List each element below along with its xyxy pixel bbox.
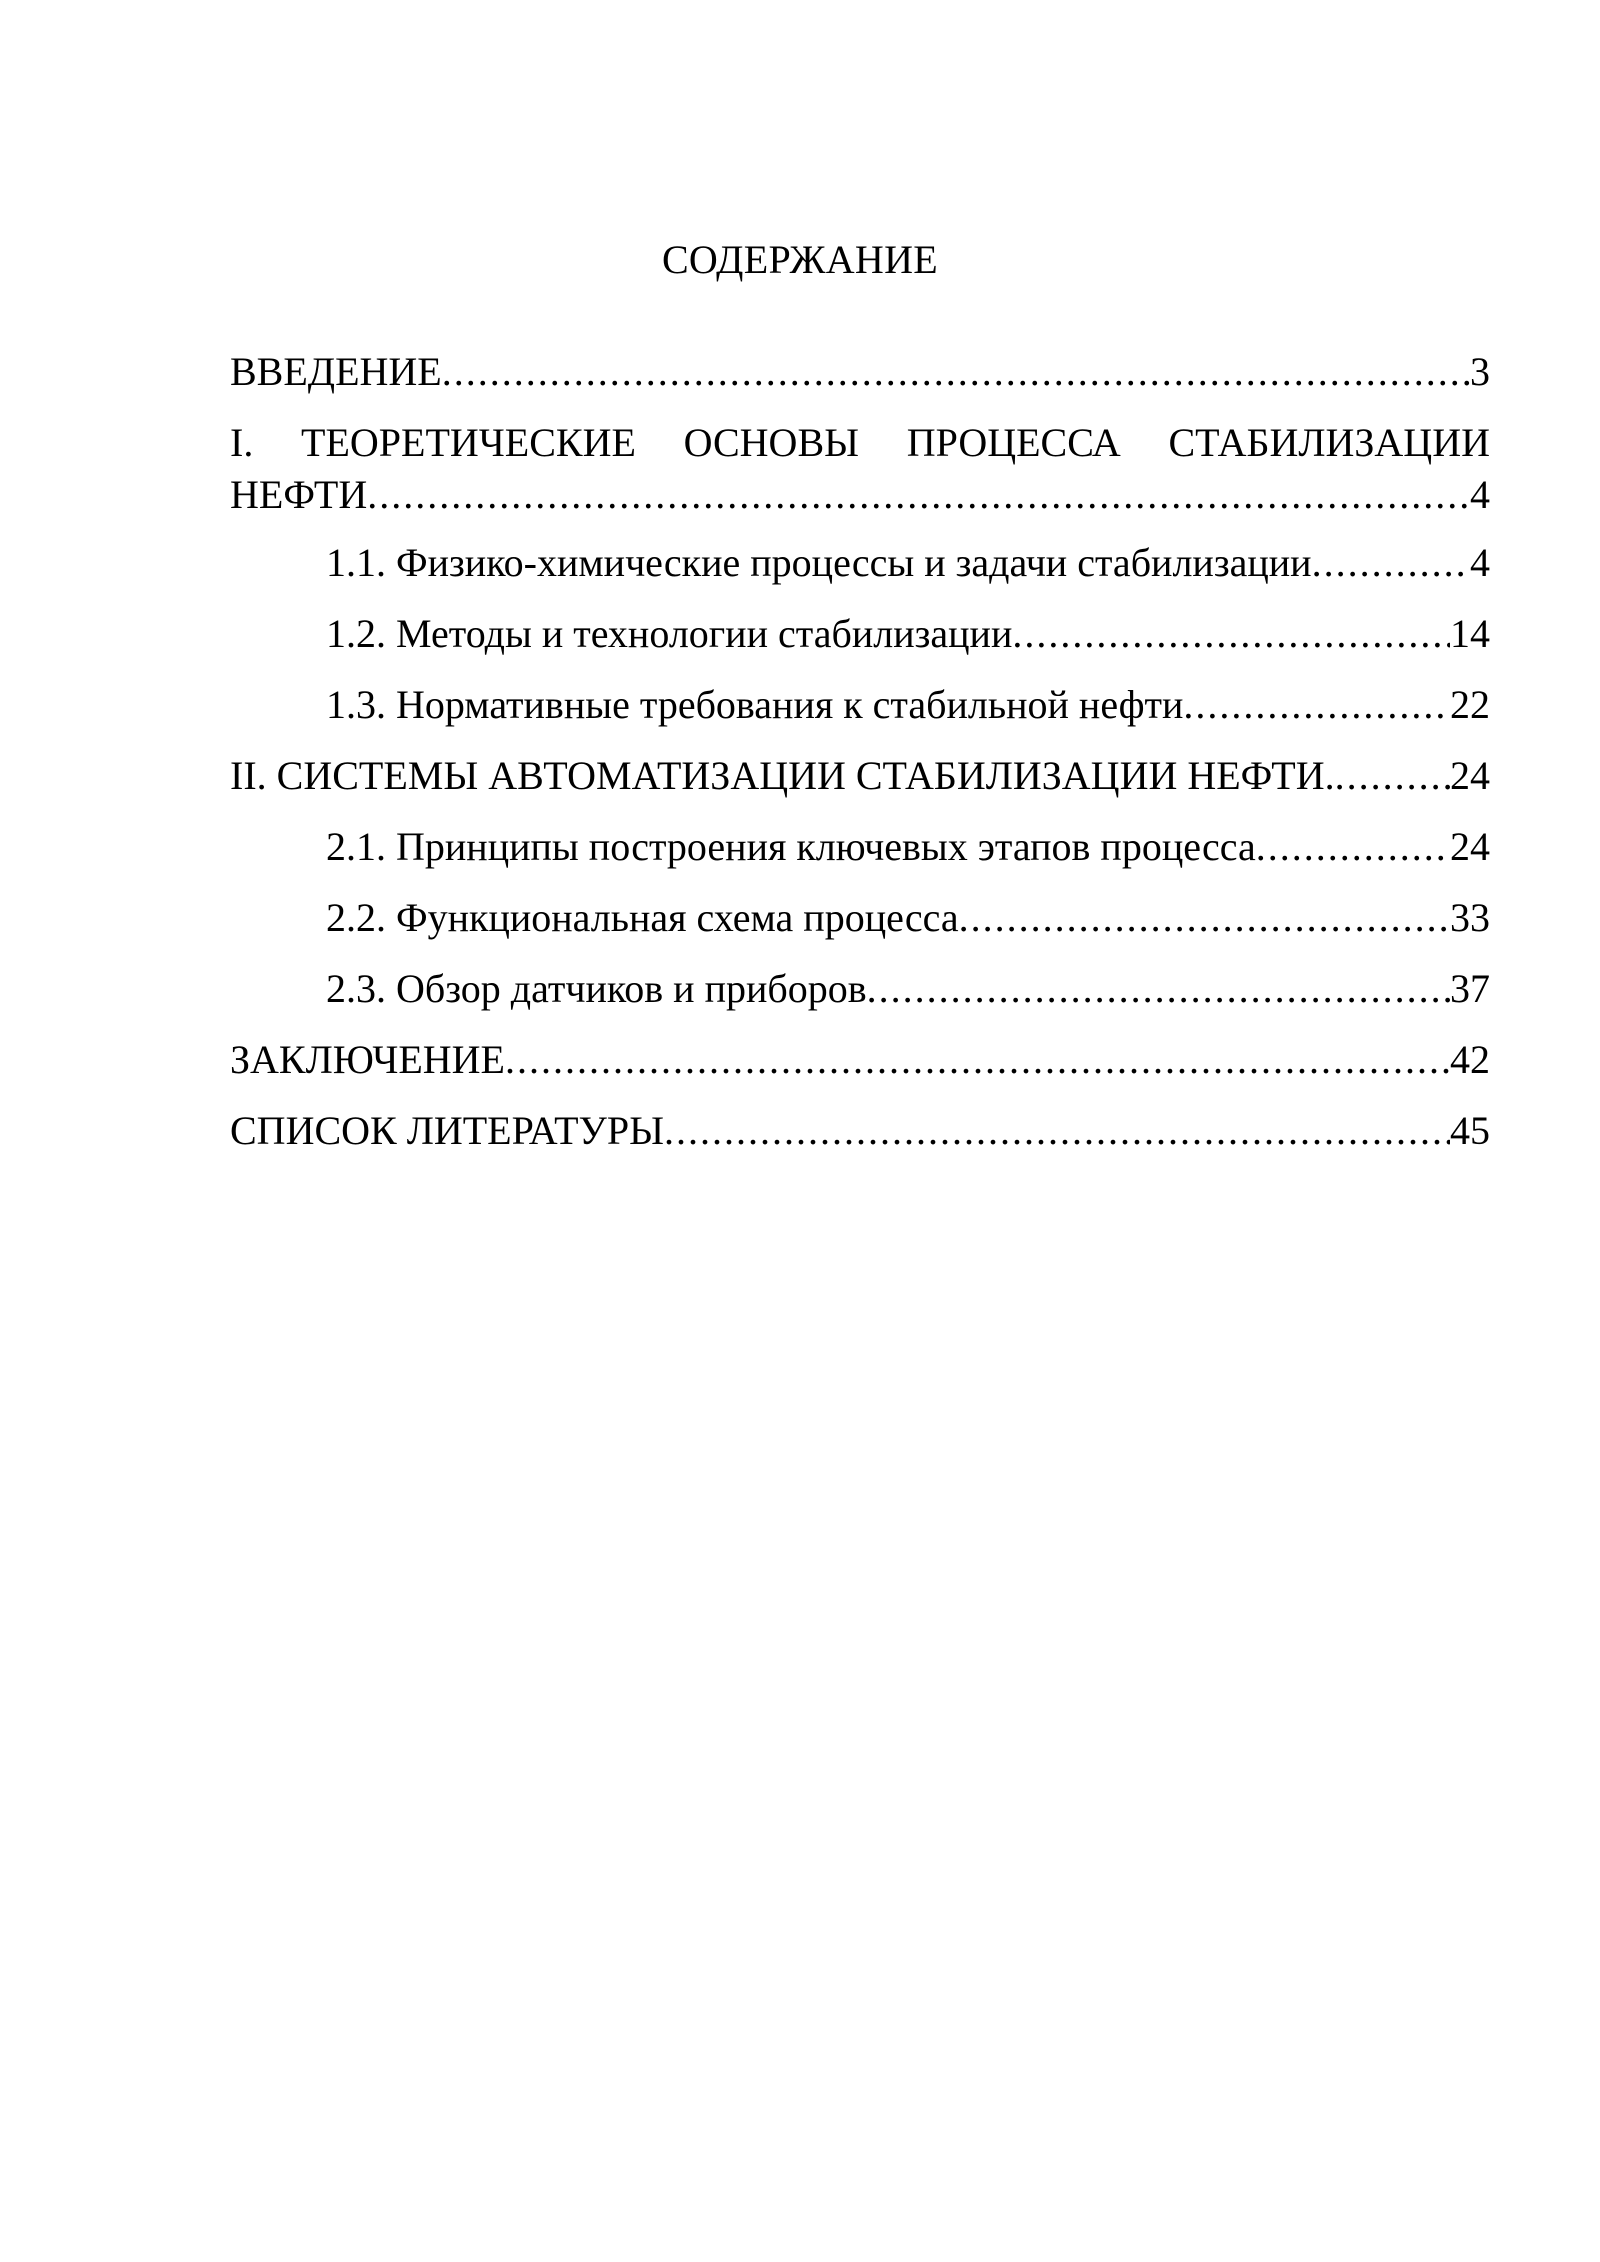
toc-dot-leader [959,892,1450,944]
toc-entry-introduction[interactable] [230,346,1490,417]
toc-entry-label: СПИСОК ЛИТЕРАТУРЫ [230,1108,664,1153]
toc-page-number: 37 [1450,966,1490,1011]
toc-page-number: 4 [1470,472,1490,517]
toc-entry-chapter-1[interactable] [230,417,1490,537]
toc-page-number: 45 [1450,1108,1490,1153]
toc-entry-label: 1.1. Физико-химические процессы и задачи стабилизации [326,540,1312,585]
toc-entry-word: ТЕОРЕТИЧЕСКИЕ [301,420,636,465]
toc-entry-word: СТАБИЛИЗАЦИИ [1168,420,1490,465]
toc-dot-leader [1312,537,1470,589]
toc-page-number: 42 [1450,1037,1490,1082]
toc-entry-label: ЗАКЛЮЧЕНИЕ [230,1037,505,1082]
toc-entry-conclusion[interactable] [230,1034,1490,1105]
toc-dot-leader [1183,679,1450,731]
toc-entry-continuation-line [230,469,1490,521]
toc-entry-section-1-1[interactable] [230,537,1490,608]
toc-page-number: 4 [1470,540,1490,585]
toc-entry-label: 2.3. Обзор датчиков и приборов [326,966,867,1011]
toc-entry-chapter-2[interactable] [230,750,1490,821]
table-of-contents [230,346,1490,1176]
toc-dot-leader [664,1105,1450,1157]
toc-page-number: 22 [1450,682,1490,727]
toc-entry-label: НЕФТИ [230,472,368,517]
toc-entry-section-1-3[interactable] [230,679,1490,750]
toc-page-number: 33 [1450,895,1490,940]
toc-entry-section-1-2[interactable] [230,608,1490,679]
toc-entry-label: II. СИСТЕМЫ АВТОМАТИЗАЦИИ СТАБИЛИЗАЦИИ НЕФТИ. [230,753,1335,798]
toc-dot-leader [442,346,1470,398]
toc-entry-label: 2.2. Функциональная схема процесса [326,895,959,940]
toc-page-number: 24 [1450,753,1490,798]
toc-dot-leader [367,469,1470,521]
toc-entry-section-2-1[interactable] [230,821,1490,892]
toc-dot-leader [505,1034,1450,1086]
page-title: СОДЕРЖАНИЕ [661,237,939,282]
toc-dot-leader [867,963,1450,1015]
toc-entry-word: I. [230,420,254,465]
toc-entry-section-2-3[interactable] [230,963,1490,1034]
toc-entry-label: ВВЕДЕНИЕ [230,349,442,394]
toc-entry-word: ПРОЦЕССА [906,420,1121,465]
toc-dot-leader [1256,821,1450,873]
toc-dot-leader [1335,750,1450,802]
toc-entry-label-line [230,417,1490,469]
toc-entry-section-2-2[interactable] [230,892,1490,963]
toc-entry-label: 2.1. Принципы построения ключевых этапов процесса [326,824,1256,869]
toc-entry-label: 1.3. Нормативные требования к стабильной нефти [326,682,1184,727]
toc-dot-leader [1012,608,1450,660]
toc-page-number: 14 [1450,611,1490,656]
toc-entry-word: ОСНОВЫ [683,420,859,465]
toc-page-number: 24 [1450,824,1490,869]
toc-entry-references[interactable] [230,1105,1490,1176]
toc-entry-label: 1.2. Методы и технологии стабилизации [326,611,1013,656]
toc-page-number: 3 [1470,349,1490,394]
